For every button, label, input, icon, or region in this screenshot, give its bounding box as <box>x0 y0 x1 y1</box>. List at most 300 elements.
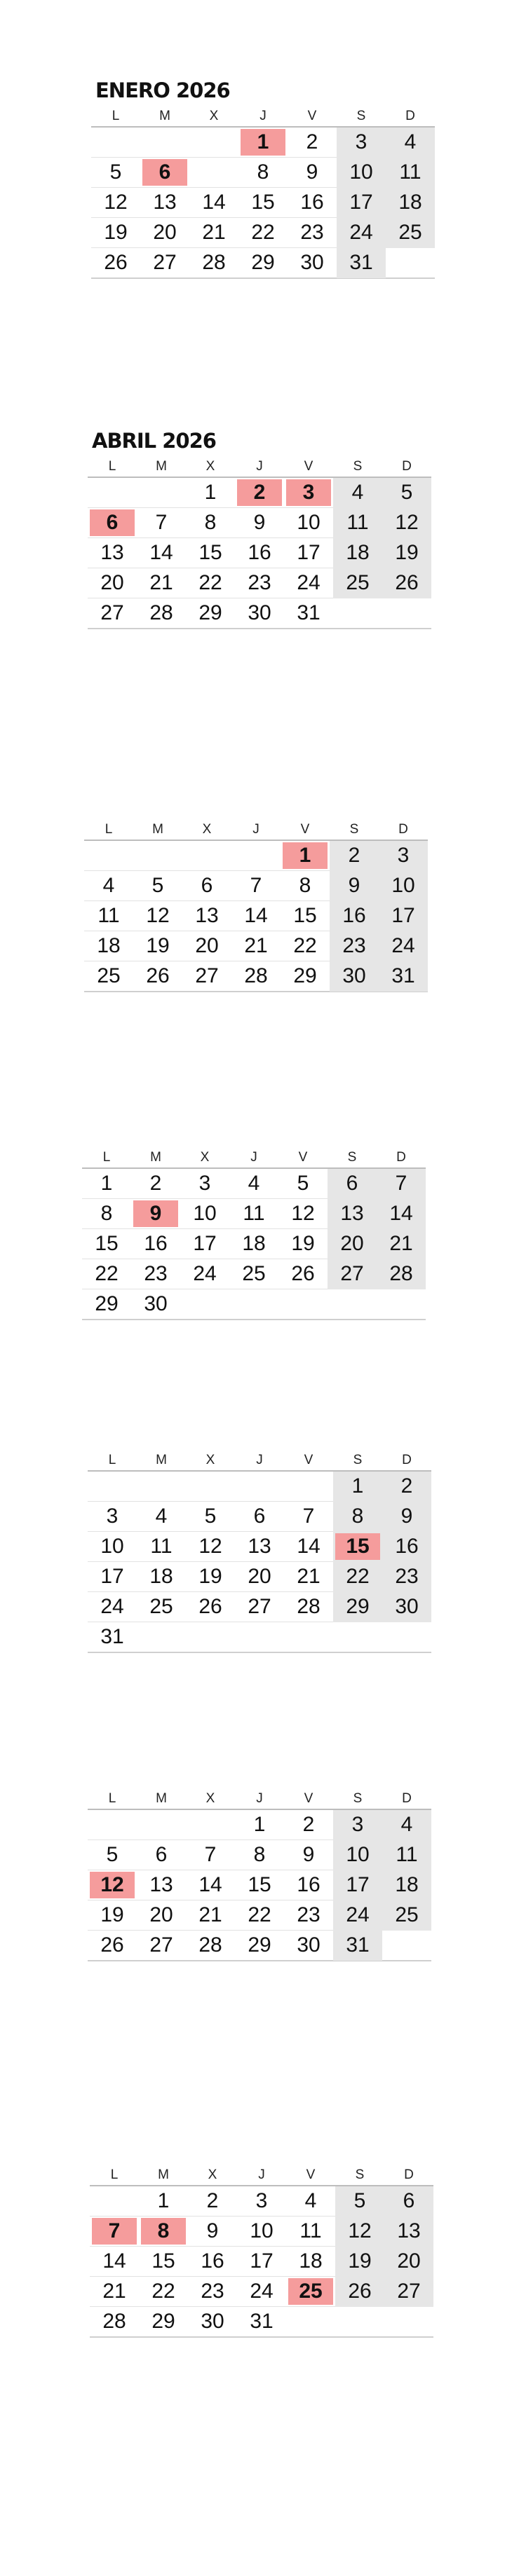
day-cell <box>330 901 379 931</box>
week-row <box>88 568 431 598</box>
day-cell <box>186 1840 235 1870</box>
day-cell <box>382 1532 431 1561</box>
weekday-label: V <box>306 2167 316 2182</box>
day-cell <box>386 158 435 187</box>
day-number: 18 <box>398 191 422 214</box>
day-cell <box>231 871 281 900</box>
day-cell <box>382 1870 431 1900</box>
day-number: 21 <box>297 1565 321 1588</box>
week-row <box>91 188 435 218</box>
day-number: 7 <box>395 1172 407 1195</box>
week-row <box>84 841 428 871</box>
day-cell <box>235 1900 284 1930</box>
holiday-day <box>333 1532 382 1561</box>
day-number: 8 <box>157 2219 170 2242</box>
day-cell <box>281 871 330 900</box>
day-cell <box>337 158 386 187</box>
empty-cell <box>88 1472 137 1501</box>
day-number: 3 <box>255 2189 268 2212</box>
day-cell <box>337 188 386 217</box>
day-cell <box>91 248 140 278</box>
day-number: 24 <box>391 934 415 957</box>
month-calendar <box>88 427 431 629</box>
day-cell <box>182 871 231 900</box>
day-cell <box>189 248 238 278</box>
day-number: 21 <box>102 2280 126 2303</box>
day-number: 4 <box>155 1505 168 1528</box>
day-number: 24 <box>250 2280 274 2303</box>
day-cell <box>333 1562 382 1591</box>
day-number: 11 <box>346 511 369 534</box>
calendar-grid <box>88 478 431 629</box>
day-number: 24 <box>100 1595 124 1618</box>
day-cell <box>333 1502 382 1531</box>
day-number: 4 <box>400 1813 413 1836</box>
week-row <box>82 1289 426 1320</box>
day-number: 8 <box>253 1843 266 1866</box>
day-number: 30 <box>144 1292 168 1315</box>
weekday-label: V <box>300 822 310 837</box>
day-cell <box>235 1532 284 1561</box>
day-cell <box>333 1900 382 1930</box>
weekday-label: V <box>304 1791 313 1806</box>
day-number: 23 <box>300 221 324 244</box>
day-cell <box>288 128 337 157</box>
empty-cell <box>333 598 382 628</box>
day-cell <box>288 248 337 278</box>
day-cell <box>237 2186 286 2216</box>
day-cell <box>131 1289 180 1319</box>
day-number: 15 <box>251 191 275 214</box>
day-number: 4 <box>404 130 417 153</box>
weekday-label: J <box>256 1791 263 1806</box>
day-cell <box>337 128 386 157</box>
weekday-label: J <box>256 459 263 474</box>
day-cell <box>133 901 182 931</box>
day-number: 14 <box>244 904 268 927</box>
day-cell <box>235 538 284 568</box>
day-cell <box>333 538 382 568</box>
day-cell <box>131 1229 180 1259</box>
weekday-label: L <box>108 459 116 474</box>
day-number: 3 <box>302 481 315 504</box>
day-number: 2 <box>253 481 266 504</box>
day-cell <box>382 568 431 598</box>
empty-cell <box>231 841 281 870</box>
week-row <box>90 2186 433 2217</box>
week-row <box>88 1502 431 1532</box>
day-number: 5 <box>400 481 413 504</box>
weekday-label: X <box>208 2167 217 2182</box>
day-cell <box>84 901 133 931</box>
day-number: 5 <box>109 160 122 184</box>
day-number: 14 <box>149 541 173 564</box>
day-cell <box>237 2307 286 2336</box>
day-number: 22 <box>248 1903 271 1926</box>
day-cell <box>333 478 382 507</box>
day-number: 2 <box>302 1813 315 1836</box>
week-row <box>88 1900 431 1931</box>
day-cell <box>180 1229 229 1259</box>
day-cell <box>186 1900 235 1930</box>
day-cell <box>377 1199 426 1228</box>
holiday-day <box>88 1870 137 1900</box>
day-number: 10 <box>391 874 415 897</box>
day-cell <box>333 1810 382 1839</box>
day-cell <box>189 218 238 247</box>
holiday-day <box>131 1199 180 1228</box>
day-cell <box>235 1502 284 1531</box>
day-cell <box>137 1592 186 1622</box>
day-number: 16 <box>248 541 271 564</box>
day-cell <box>82 1229 131 1259</box>
day-number: 12 <box>100 1873 124 1896</box>
day-number: 1 <box>100 1172 113 1195</box>
week-row <box>88 478 431 508</box>
day-cell <box>284 1870 333 1900</box>
day-cell <box>88 1840 137 1870</box>
day-cell <box>182 961 231 991</box>
day-cell <box>137 1931 186 1960</box>
day-number: 28 <box>244 964 268 987</box>
day-number: 11 <box>399 160 422 184</box>
day-cell <box>281 961 330 991</box>
weekday-header <box>88 1789 431 1810</box>
day-number: 19 <box>104 221 128 244</box>
day-number: 22 <box>346 1565 370 1588</box>
day-cell <box>284 1502 333 1531</box>
day-cell <box>137 538 186 568</box>
empty-cell <box>278 1289 328 1319</box>
week-row <box>88 1870 431 1900</box>
day-number: 26 <box>348 2280 372 2303</box>
day-cell <box>84 961 133 991</box>
holiday-day <box>286 2277 335 2306</box>
day-cell <box>186 1502 235 1531</box>
weekday-label: M <box>156 459 167 474</box>
day-cell <box>278 1229 328 1259</box>
empty-cell <box>333 1622 382 1652</box>
weekday-label: J <box>258 2167 265 2182</box>
day-cell <box>284 1931 333 1960</box>
day-cell <box>139 2186 188 2216</box>
day-number: 26 <box>146 964 170 987</box>
weekday-label: D <box>396 1150 406 1165</box>
day-number: 22 <box>198 571 222 594</box>
weekday-label: S <box>355 2167 365 2182</box>
day-number: 25 <box>398 221 422 244</box>
day-number: 15 <box>151 2249 175 2273</box>
day-number: 27 <box>248 1595 271 1618</box>
day-cell <box>382 478 431 507</box>
day-cell <box>382 1840 431 1870</box>
day-number: 6 <box>155 1843 168 1866</box>
calendar-grid <box>84 841 428 992</box>
day-cell <box>186 538 235 568</box>
holiday-day <box>235 478 284 507</box>
day-number: 29 <box>293 964 317 987</box>
week-row <box>91 128 435 158</box>
week-row <box>88 1622 431 1653</box>
day-number: 10 <box>193 1202 217 1225</box>
weekday-label: D <box>402 1453 412 1467</box>
day-number: 13 <box>100 541 124 564</box>
day-cell <box>82 1289 131 1319</box>
day-number: 11 <box>243 1202 265 1225</box>
day-cell <box>335 2247 384 2276</box>
week-row <box>84 871 428 901</box>
day-number: 23 <box>342 934 366 957</box>
day-number: 16 <box>300 191 324 214</box>
day-number: 9 <box>348 874 360 897</box>
weekday-label: S <box>353 459 363 474</box>
day-cell <box>137 1562 186 1591</box>
day-cell <box>386 218 435 247</box>
day-number: 1 <box>157 2189 170 2212</box>
empty-cell <box>186 1810 235 1839</box>
day-number: 7 <box>155 511 168 534</box>
day-cell <box>137 508 186 537</box>
day-cell <box>284 508 333 537</box>
day-number: 6 <box>403 2189 415 2212</box>
day-cell <box>335 2217 384 2246</box>
day-number: 18 <box>149 1565 173 1588</box>
weekday-label: J <box>250 1150 257 1165</box>
day-number: 2 <box>149 1172 162 1195</box>
day-number: 10 <box>250 2219 274 2242</box>
day-cell <box>288 188 337 217</box>
day-cell <box>186 1870 235 1900</box>
day-number: 14 <box>202 191 226 214</box>
day-number: 7 <box>302 1505 315 1528</box>
day-number: 29 <box>251 251 275 274</box>
day-cell <box>330 841 379 870</box>
day-number: 20 <box>195 934 219 957</box>
day-cell <box>139 2277 188 2306</box>
day-number: 22 <box>95 1262 119 1285</box>
day-cell <box>188 2277 237 2306</box>
weekday-label: X <box>209 109 219 123</box>
empty-cell <box>140 128 189 157</box>
day-cell <box>379 871 428 900</box>
day-cell <box>333 1472 382 1501</box>
day-cell <box>333 1840 382 1870</box>
day-number: 13 <box>153 191 177 214</box>
empty-cell <box>328 1289 377 1319</box>
day-number: 28 <box>202 251 226 274</box>
weekday-label: X <box>205 1791 215 1806</box>
day-number: 30 <box>395 1595 419 1618</box>
week-row <box>88 1931 431 1961</box>
day-cell <box>286 2186 335 2216</box>
calendar-grid <box>91 128 435 279</box>
day-number: 13 <box>149 1873 173 1896</box>
week-row <box>91 158 435 188</box>
day-cell <box>382 1592 431 1622</box>
day-number: 19 <box>395 541 419 564</box>
day-cell <box>186 478 235 507</box>
day-number: 12 <box>146 904 170 927</box>
week-row <box>88 1810 431 1840</box>
day-cell <box>188 2217 237 2246</box>
holiday-day <box>139 2217 188 2246</box>
day-number: 10 <box>346 1843 370 1866</box>
day-number: 11 <box>299 2219 322 2242</box>
day-number: 22 <box>251 221 275 244</box>
day-number: 28 <box>389 1262 413 1285</box>
day-cell <box>131 1259 180 1289</box>
day-number: 2 <box>400 1474 413 1498</box>
day-number: 11 <box>97 904 120 927</box>
day-cell <box>328 1229 377 1259</box>
day-number: 31 <box>297 601 321 624</box>
day-cell <box>384 2186 433 2216</box>
day-number: 16 <box>201 2249 224 2273</box>
day-number: 16 <box>144 1232 168 1255</box>
empty-cell <box>137 478 186 507</box>
empty-cell <box>335 2307 384 2336</box>
weekday-label: X <box>202 822 212 837</box>
day-cell <box>278 1169 328 1198</box>
day-number: 4 <box>248 1172 260 1195</box>
day-cell <box>133 961 182 991</box>
day-cell <box>180 1199 229 1228</box>
day-number: 23 <box>144 1262 168 1285</box>
holiday-day <box>88 508 137 537</box>
day-number: 16 <box>297 1873 321 1896</box>
day-number: 9 <box>306 160 318 184</box>
day-cell <box>91 218 140 247</box>
day-number: 4 <box>304 2189 317 2212</box>
day-number: 31 <box>391 964 415 987</box>
month-title: ENERO 2026 <box>95 78 230 102</box>
day-cell <box>88 1532 137 1561</box>
day-cell <box>188 2186 237 2216</box>
day-cell <box>88 1562 137 1591</box>
day-cell <box>278 1199 328 1228</box>
weekday-label: D <box>402 459 412 474</box>
day-number: 26 <box>395 571 419 594</box>
day-number: 6 <box>346 1172 358 1195</box>
day-cell <box>386 128 435 157</box>
day-number: 17 <box>391 904 415 927</box>
day-number: 8 <box>204 511 217 534</box>
weekday-label: X <box>205 459 215 474</box>
day-number: 5 <box>204 1505 217 1528</box>
day-cell <box>186 1931 235 1960</box>
day-cell <box>288 218 337 247</box>
day-number: 18 <box>395 1873 419 1896</box>
day-cell <box>384 2217 433 2246</box>
week-row <box>88 508 431 538</box>
empty-cell <box>133 841 182 870</box>
day-number: 18 <box>242 1232 266 1255</box>
calendar-grid <box>90 2186 433 2338</box>
day-number: 19 <box>100 1903 124 1926</box>
day-cell <box>379 901 428 931</box>
day-number: 17 <box>297 541 321 564</box>
day-cell <box>382 538 431 568</box>
empty-cell <box>382 598 431 628</box>
weekday-label: J <box>256 1453 263 1467</box>
day-cell <box>333 508 382 537</box>
empty-cell <box>284 1622 333 1652</box>
day-cell <box>235 1562 284 1591</box>
weekday-label: L <box>104 822 113 837</box>
day-number: 20 <box>153 221 177 244</box>
day-number: 13 <box>397 2219 421 2242</box>
day-number: 7 <box>250 874 262 897</box>
day-number: 13 <box>248 1535 271 1558</box>
day-number: 21 <box>389 1232 413 1255</box>
day-cell <box>238 218 288 247</box>
day-cell <box>182 931 231 961</box>
empty-cell <box>137 1810 186 1839</box>
day-number: 5 <box>106 1843 119 1866</box>
day-cell <box>137 598 186 628</box>
empty-cell <box>386 248 435 278</box>
day-number: 17 <box>193 1232 217 1255</box>
day-cell <box>284 538 333 568</box>
day-cell <box>386 188 435 217</box>
day-number: 13 <box>195 904 219 927</box>
holiday-day <box>90 2217 139 2246</box>
day-cell <box>335 2186 384 2216</box>
day-number: 6 <box>159 160 171 184</box>
day-cell <box>382 1472 431 1501</box>
day-number: 27 <box>153 251 177 274</box>
day-cell <box>82 1199 131 1228</box>
day-number: 22 <box>151 2280 175 2303</box>
day-number: 1 <box>257 130 269 153</box>
day-cell <box>180 1169 229 1198</box>
day-number: 21 <box>244 934 268 957</box>
day-cell <box>137 1840 186 1870</box>
day-cell <box>284 1532 333 1561</box>
day-number: 12 <box>198 1535 222 1558</box>
weekday-label: X <box>205 1453 215 1467</box>
week-row <box>82 1169 426 1199</box>
day-number: 1 <box>204 481 217 504</box>
holiday-day <box>284 478 333 507</box>
week-row <box>88 1562 431 1592</box>
day-number: 18 <box>97 934 121 957</box>
day-cell <box>330 961 379 991</box>
day-cell <box>235 1870 284 1900</box>
weekday-label: L <box>108 1453 116 1467</box>
day-cell <box>133 931 182 961</box>
day-number: 29 <box>198 601 222 624</box>
day-number: 24 <box>297 571 321 594</box>
day-number: 20 <box>100 571 124 594</box>
day-cell <box>88 598 137 628</box>
week-row <box>88 1840 431 1870</box>
empty-cell <box>189 128 238 157</box>
day-number: 11 <box>150 1535 173 1558</box>
weekday-label: M <box>159 109 170 123</box>
day-number: 9 <box>302 1843 315 1866</box>
day-cell <box>235 1810 284 1839</box>
day-cell <box>91 188 140 217</box>
day-cell <box>382 1502 431 1531</box>
weekday-header <box>88 457 431 478</box>
month-calendar <box>84 820 428 992</box>
day-number: 1 <box>351 1474 364 1498</box>
day-cell <box>288 158 337 187</box>
week-row <box>88 1472 431 1502</box>
weekday-label: V <box>298 1150 308 1165</box>
day-cell <box>235 1931 284 1960</box>
